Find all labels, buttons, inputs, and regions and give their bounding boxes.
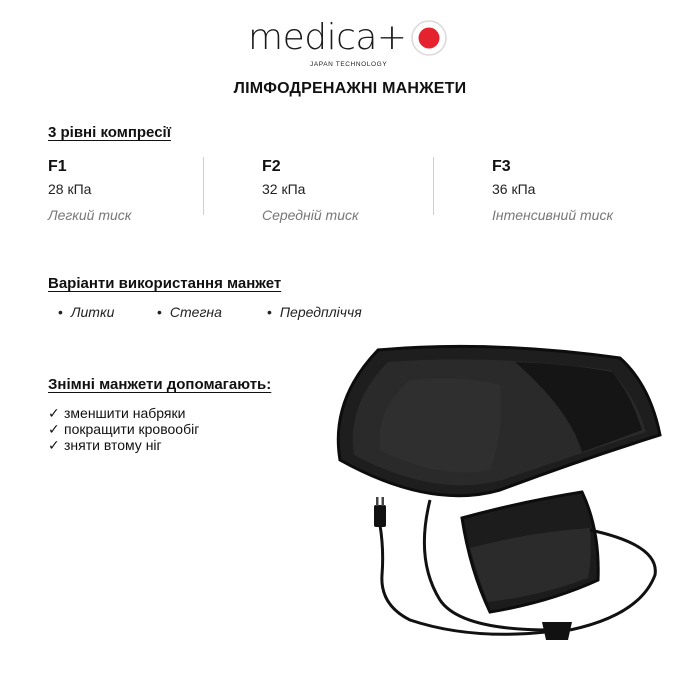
usage-item-forearms: [267, 304, 362, 320]
benefit-label: зменшити набряки: [64, 405, 186, 421]
benefit-label: зняти втому ніг: [64, 437, 162, 453]
page-title: ЛІМФОДРЕНАЖНІ МАНЖЕТИ: [233, 80, 467, 97]
checkmark-icon: ✓: [48, 437, 60, 453]
bullet-icon: •: [58, 304, 63, 320]
checkmark-icon: ✓: [48, 421, 60, 437]
benefits-list: [48, 405, 199, 453]
usage-item-label: Литки: [70, 304, 115, 320]
level-f1: [48, 158, 248, 223]
benefits-heading: Знімні манжети допомагають:: [48, 376, 272, 393]
list-item: [48, 437, 199, 453]
level-pressure: 28 кПа: [48, 181, 92, 197]
usage-item-calves: [58, 304, 114, 320]
level-label: Середній тиск: [262, 207, 359, 223]
usage-item-label: Передпліччя: [279, 304, 362, 320]
level-pressure: 32 кПа: [262, 181, 306, 197]
brand-logo: [248, 17, 458, 68]
list-item: [48, 405, 199, 421]
usage-item-thighs: [157, 304, 222, 320]
level-code: F3: [492, 158, 511, 175]
brand-dot-icon: [410, 19, 448, 57]
bullet-icon: •: [267, 304, 272, 320]
level-f3: [492, 158, 692, 223]
bullet-icon: •: [157, 304, 162, 320]
level-f2: [262, 158, 462, 223]
level-code: F1: [48, 158, 67, 175]
compression-cuffs-image: [320, 340, 680, 670]
usage-item-label: Стегна: [169, 304, 222, 320]
brand-name: medica+: [248, 17, 407, 58]
level-label: Інтенсивний тиск: [492, 207, 614, 223]
checkmark-icon: ✓: [48, 405, 60, 421]
benefit-label: покращити кровообіг: [64, 421, 200, 437]
list-item: [48, 421, 199, 437]
compression-heading: 3 рівні компресії: [48, 124, 171, 141]
divider: [433, 157, 434, 215]
level-pressure: 36 кПа: [492, 181, 536, 197]
usage-heading: Варіанти використання манжет: [48, 275, 282, 292]
level-code: F2: [262, 158, 281, 175]
brand-tagline: JAPAN TECHNOLOGY: [310, 61, 388, 68]
level-label: Легкий тиск: [48, 207, 132, 223]
divider: [203, 157, 204, 215]
